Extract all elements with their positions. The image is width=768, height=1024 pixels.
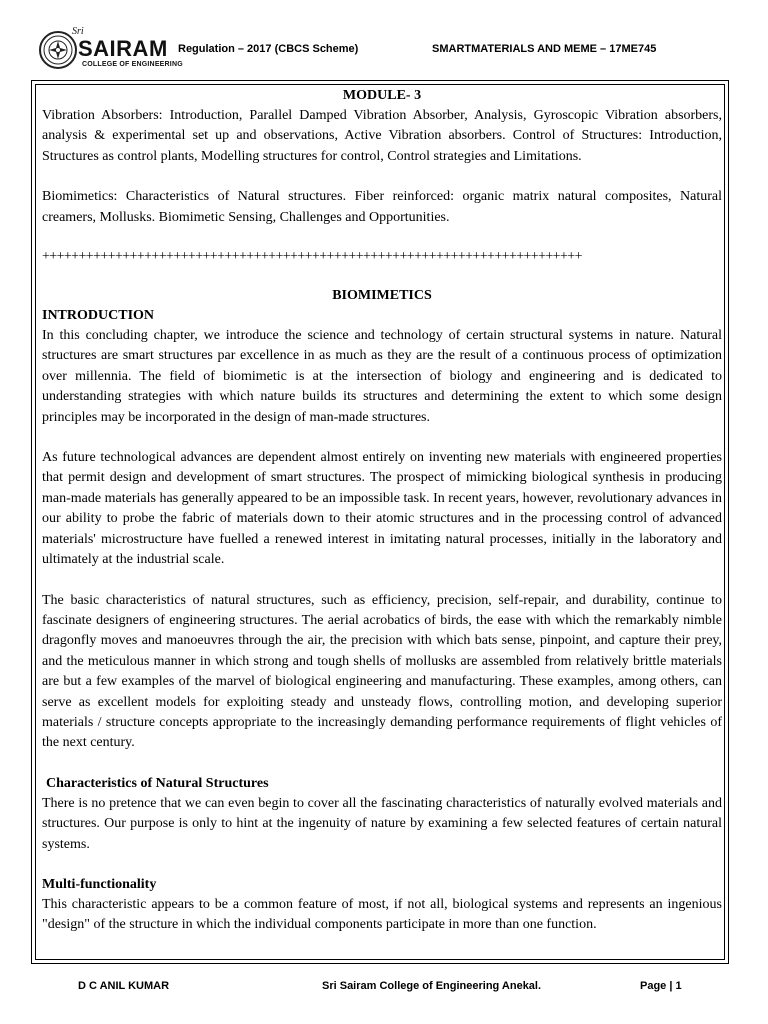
module-syllabus-vibration: Vibration Absorbers: Introduction, Parallel Damped Vibration Absorber, Analysis, Gyroscopic Vibration absorbers, analysis & experimental set up and observations, Active Vibration absorbers. Control of Structures: Introduction, Structures as control plants, Modelling structures for control, Control strategies and Limitations. [42,108,722,164]
introduction-heading: INTRODUCTION [42,308,155,324]
introduction-paragraph-1: In this concluding chapter, we introduce the science and technology of certain structural systems in nature. Natural structures are smart structures par excellence in as much as they are the result of a continuous process of optimization over millennia. The field of biomimetic is at the intersection of biology and engineering and is dedicated to understanding strategies with which nature builds its structures and determining the extent to which some design principles may be incorporated in the design of man-made structures. [42,328,722,425]
footer-college: Sri Sairam College of Engineering Anekal. [322,980,542,992]
multifunctionality-paragraph: This characteristic appears to be a common feature of most, if not all, biological systems and represents an ingenious "design" of the structure in which the individual components participate in more than one function. [42,896,722,933]
subject-label: SMARTMATERIALS AND MEME – 17ME745 [432,43,657,55]
footer-author: D C ANIL KUMAR [78,980,170,992]
module-title: MODULE- 3 [342,88,422,103]
logo-name-text: SAIRAM [78,36,168,61]
characteristics-heading: Characteristics of Natural Structures [46,775,269,791]
college-logo [38,26,188,76]
introduction-paragraph-3: The basic characteristics of natural structures, such as efficiency, precision, self-repair, and durability, continue to fascinate designers of engineering structures. The aerial acrobatics of birds, the ease with which the remarkably nimble dragonfly moves and manoeuvres through the air, the precision with which bats sense, pinpoint, and capture their prey, and the meticulous manner in which strong and tough shells of mollusks are assembled from relatively brittle materials are but a few examples of the marvel of biological engineering and manufacturing. These examples, among others, can serve as excellent models for exploiting steady and unsteady flows, controlling motion, and developing superior materials / structure concepts appropriate to the increasingly demanding performance requirements of flight vehicles of the next century. [42,592,722,751]
page-footer [0,976,768,1000]
module-syllabus-biomimetics: Biomimetics: Characteristics of Natural structures. Fiber reinforced: organic matrix natural composites, Natural creamers, Mollusks. Biomimetic Sensing, Challenges and Opportunities. [42,189,722,225]
separator-line: ++++++++++++++++++++++++++++++++++++++++++++++++++++++++++++++++++++++++++ [42,249,582,265]
logo-subtitle-text: COLLEGE OF ENGINEERING [82,61,183,68]
characteristics-paragraph: There is no pretence that we can even begin to cover all the fascinating characteristics of naturally evolved materials and structures. Our purpose is only to hint at the ingenuity of nature by examining a few selected features of certain natural systems. [42,795,722,852]
section-title: BIOMIMETICS [332,288,432,304]
multifunctionality-heading: Multi-functionality [42,876,157,892]
regulation-label: Regulation – 2017 (CBCS Scheme) [178,43,359,55]
footer-page-number: Page | 1 [640,980,682,992]
logo-sri-text: Sri [72,26,84,37]
page-content [42,86,722,936]
page-header [0,0,768,80]
introduction-paragraph-2: As future technological advances are dependent almost entirely on inventing new materials with engineered properties that permit design and development of smart structures. The prospect of mimicking biological synthesis in producing man-made materials has generally appeared to be an impossible task. In recent years, however, revolutionary advances in our ability to probe the fabric of materials down to their atomic structures and in the processing control of advanced materials' microstructure have fuelled a renewed interest in imitating natural processes, initially in the laboratory and ultimately at the industrial scale. [42,450,722,568]
